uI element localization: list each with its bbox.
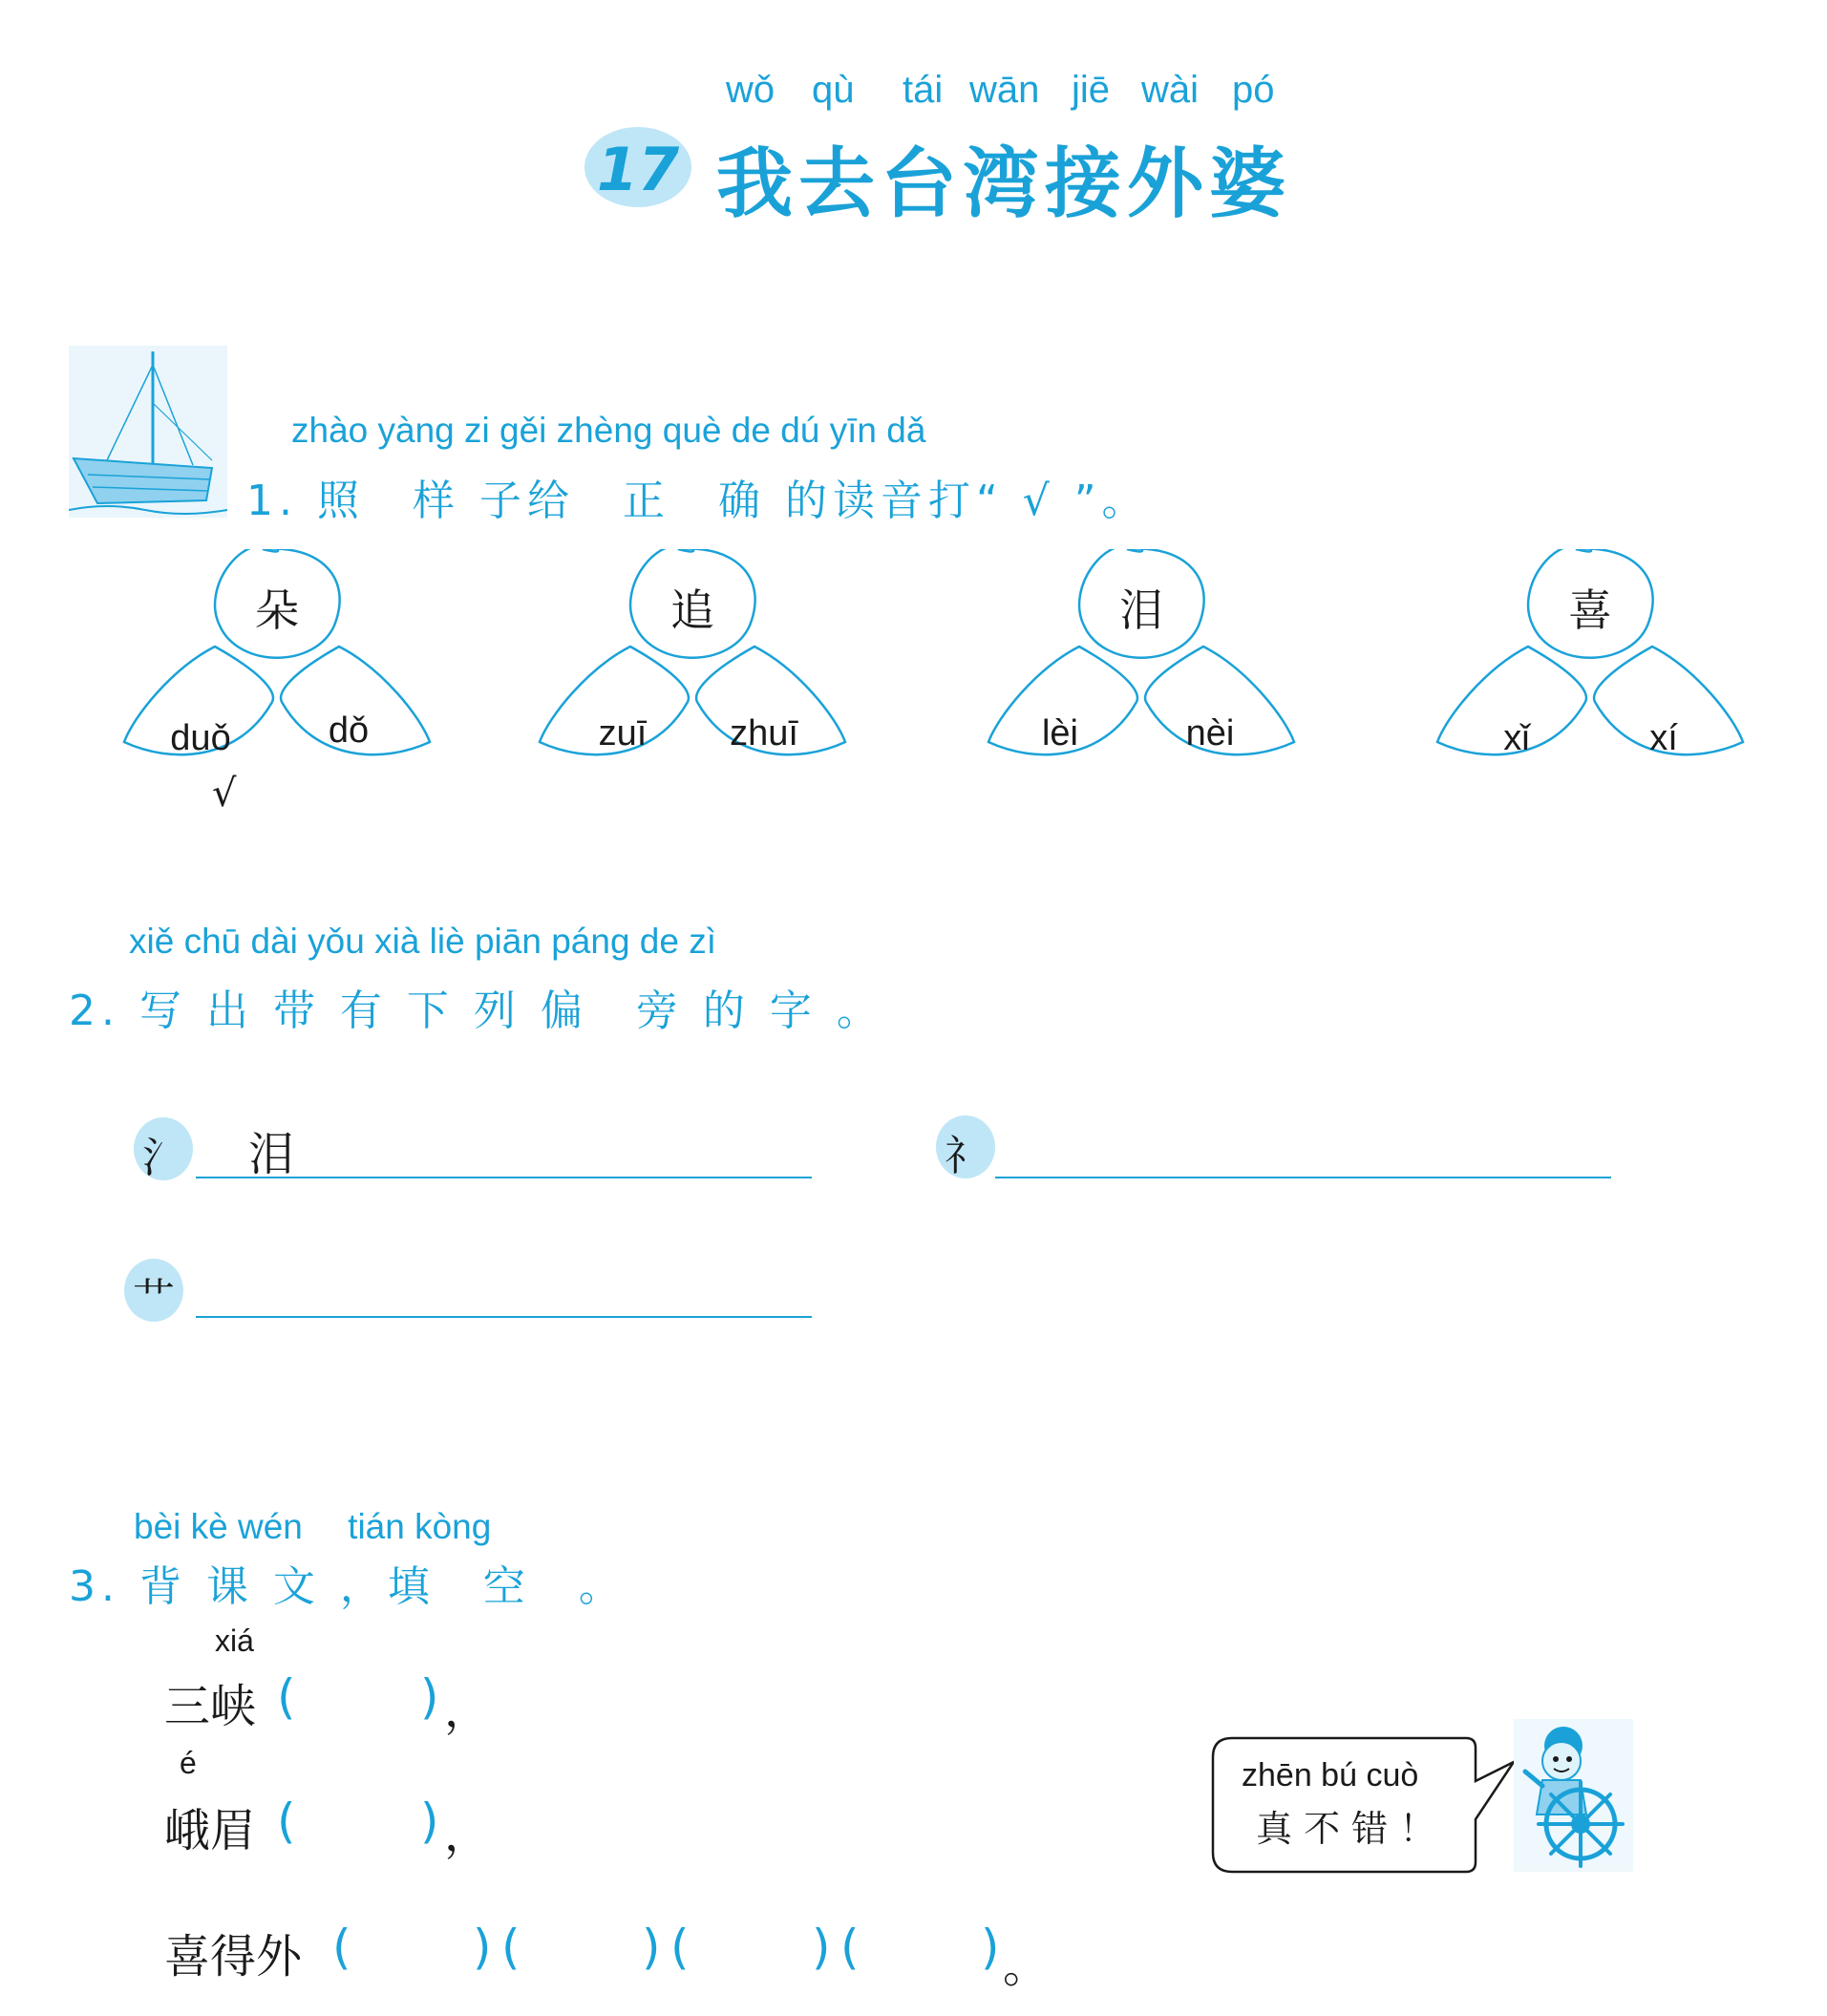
radical-symbol: 礻 [945, 1132, 987, 1180]
title-pinyin: wài [1141, 69, 1200, 111]
close-paren: ) [420, 1793, 439, 1849]
q2-pinyin: xiě chū dài yǒu xià liè piān páng de zì [129, 922, 717, 961]
flower-char: 泪 [1119, 584, 1163, 636]
line-pinyin: xiá [215, 1623, 254, 1658]
line-suffix: ， [444, 1808, 491, 1861]
open-paren: ( [840, 1920, 860, 1975]
close-paren: ) [473, 1920, 492, 1975]
q3-pinyin: bèi kè wén tián kòng [134, 1507, 492, 1546]
q1-pinyin: zhào yàng zi gěi zhèng què de dú yīn dǎ [291, 411, 926, 450]
flower-group [0, 549, 1827, 826]
flower-option-right: dǒ [328, 711, 370, 751]
radical-symbol: 艹 [133, 1275, 175, 1324]
close-paren: ) [642, 1920, 661, 1975]
title-pinyin: wǒ [726, 69, 775, 111]
flower-char: 喜 [1568, 584, 1612, 636]
flower-option-left: zuī [598, 713, 648, 753]
title-pinyin-row [726, 69, 1299, 117]
line-text: 三峡 [164, 1680, 257, 1733]
answer-line[interactable] [196, 1177, 812, 1178]
speech-bubble [1203, 1729, 1528, 1881]
check-mark: √ [212, 772, 237, 816]
line-text: 峨眉 [164, 1804, 257, 1857]
radical-water [134, 1117, 193, 1180]
title-pinyin: wān [969, 69, 1040, 111]
title-pinyin: jiē [1072, 69, 1111, 111]
open-paren: ( [277, 1669, 296, 1725]
close-paren: ) [812, 1920, 831, 1975]
sailor-boy-icon [1514, 1719, 1633, 1872]
radical-symbol: 氵 [142, 1134, 184, 1182]
bubble-text: 真 不 错 ！ [1256, 1808, 1436, 1850]
answer-line[interactable] [196, 1316, 812, 1318]
flower-option-left: duǒ [170, 718, 231, 758]
radical-spirit [936, 1115, 995, 1178]
flower-option-left: lèi [1041, 713, 1079, 753]
page-title: 我去台湾接外婆 [716, 138, 1291, 228]
lesson-number-badge [584, 127, 691, 207]
flower-option-right: xí [1649, 718, 1678, 758]
lesson-number: 17 [596, 135, 680, 204]
open-paren: ( [670, 1920, 690, 1975]
radical-example: 泪 [248, 1128, 295, 1181]
flower-option-right: nèi [1185, 713, 1235, 753]
q2-label: 2. 写 出 带 有 下 列 偏 旁 的 字 。 [69, 987, 884, 1035]
line-text: 喜得外 [164, 1930, 303, 1984]
bubble-pinyin: zhēn bú cuò [1242, 1757, 1419, 1793]
close-paren: ) [420, 1669, 439, 1725]
close-paren: ) [981, 1920, 1000, 1975]
open-paren: ( [501, 1920, 520, 1975]
flower-char: 追 [670, 584, 714, 636]
answer-line[interactable] [995, 1177, 1611, 1178]
q3-label: 3. 背 课 文 ，填 空 。 [69, 1562, 627, 1611]
title-pinyin: qù [812, 69, 855, 111]
boat-icon [69, 346, 227, 518]
line-pinyin: é [180, 1746, 197, 1780]
q1-label: 1. 照 样 子给 正 确 的读音打“ √ ”。 [246, 477, 1150, 525]
line-suffix: ， [444, 1684, 491, 1737]
open-paren: ( [277, 1793, 296, 1849]
flower-option-left: xǐ [1503, 718, 1530, 758]
line-suffix: 。 [1003, 1940, 1050, 1993]
title-pinyin: tái [903, 69, 944, 111]
flower-option-right: zhuī [730, 713, 798, 753]
open-paren: ( [332, 1920, 351, 1975]
title-pinyin: pó [1232, 69, 1275, 111]
radical-grass [124, 1259, 183, 1322]
flower-char: 朵 [255, 584, 299, 636]
